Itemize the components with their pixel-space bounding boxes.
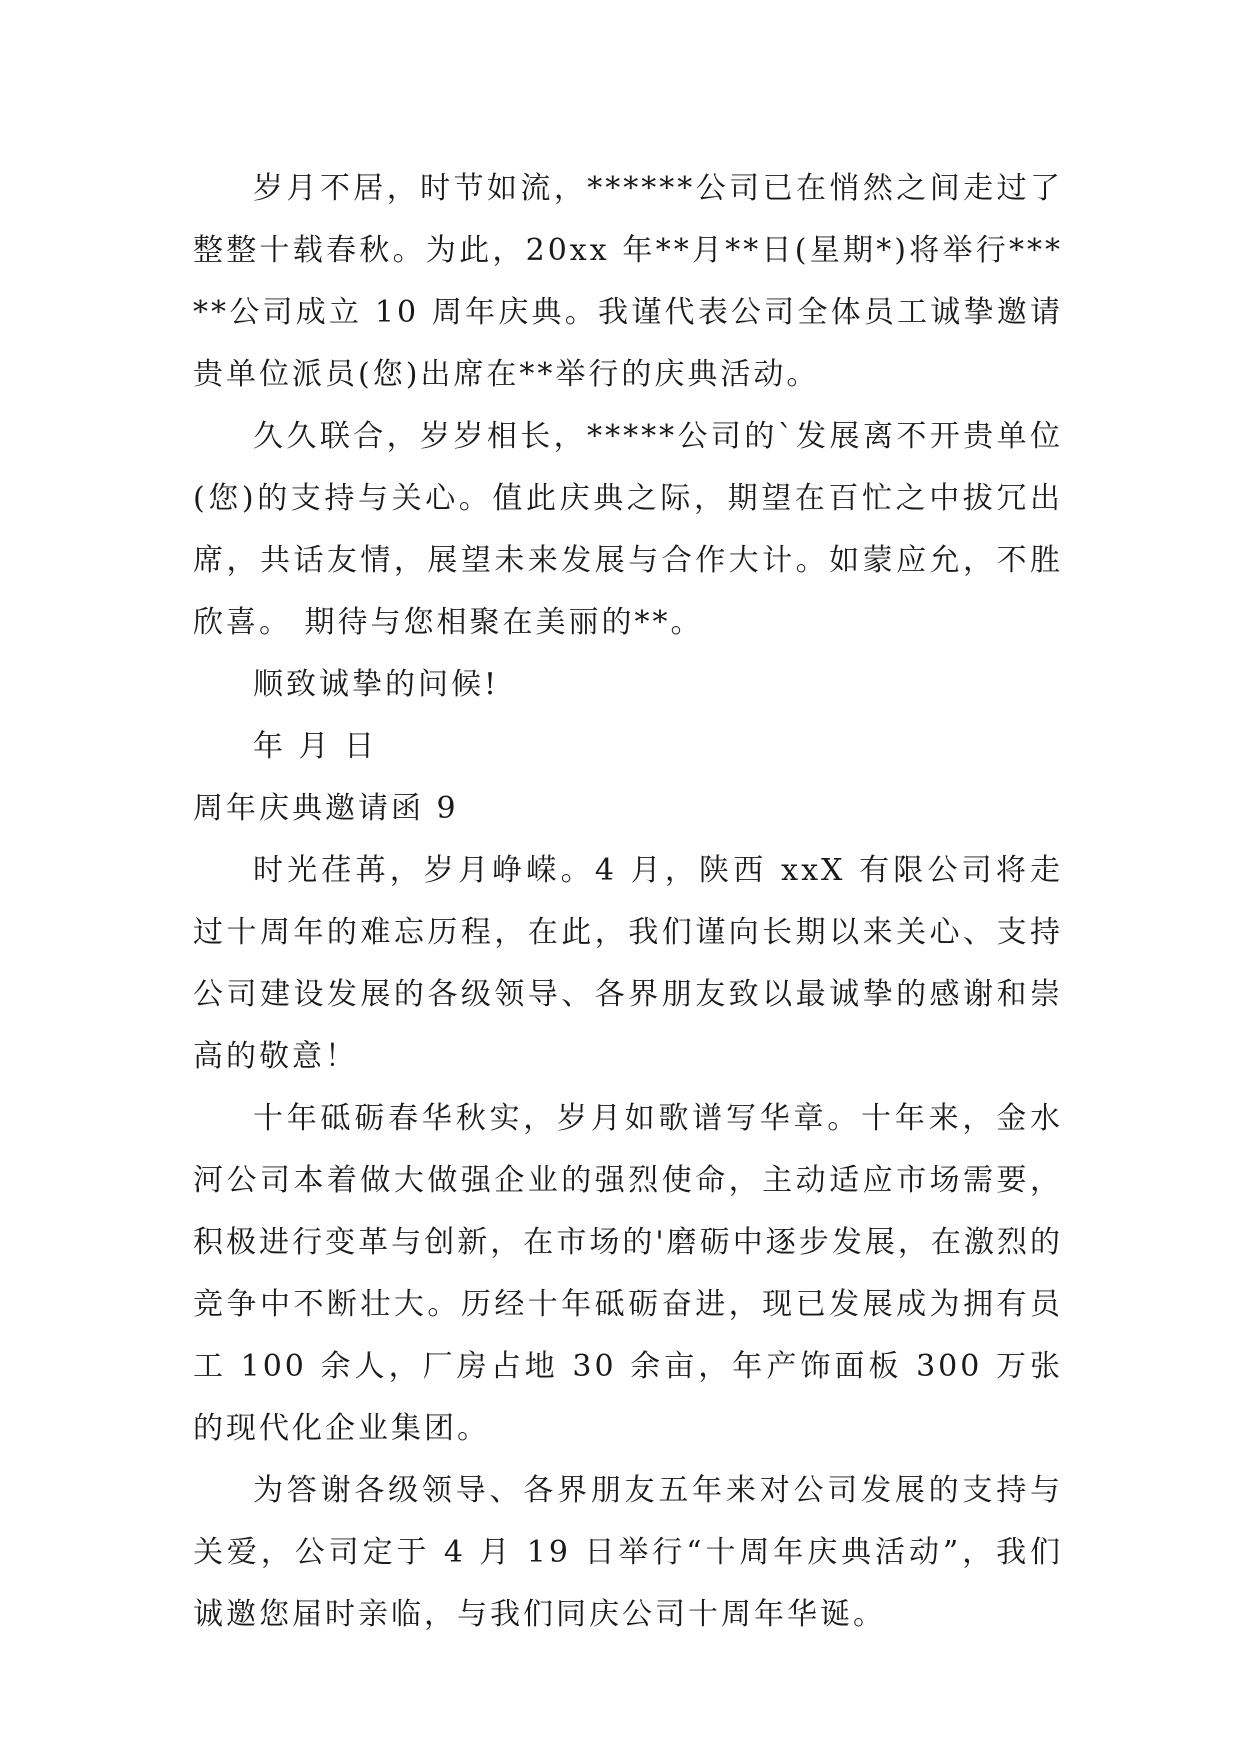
- paragraph-date: 年 月 日: [253, 729, 378, 764]
- document-body: [193, 158, 1063, 1646]
- paragraph-greeting: 顺致诚挚的问候!: [253, 667, 500, 702]
- paragraph-invitation: 为答谢各级领导、各界朋友五年来对公司发展的支持与关爱，公司定于 4 月 19 日举行“十周年庆典活动”，我们诚邀您届时亲临，与我们同庆公司十周年华诞。: [193, 1473, 1063, 1632]
- paragraph-development: 十年砥砺春华秋实，岁月如歌谱写华章。十年来，金水河公司本着做大做强企业的强烈使命，主动适应市场需要，积极进行变革与创新，在市场的'磨砺中逐步发展，在激烈的竞争中不断壮大。历经十年砥砺奋进，现已发展成为拥有员工 100 余人，厂房占地 30 余亩，年产饰面板 300 万张的现代化企业集团。: [193, 1101, 1063, 1446]
- paragraph-cooperation: 久久联合，岁岁相长，*****公司的`发展离不开贵单位(您)的支持与关心。值此庆典之际，期望在百忙之中拔冗出席，共话友情，展望未来发展与合作大计。如蒙应允，不胜欣喜。 期待与您相聚在美丽的**。: [193, 419, 1063, 640]
- paragraph-history: 时光荏苒，岁月峥嵘。4 月，陕西 xxX 有限公司将走过十周年的难忘历程，在此，我们谨向长期以来关心、支持公司建设发展的各级领导、各界朋友致以最诚挚的感谢和崇高的敬意！: [193, 853, 1063, 1074]
- section-title: 周年庆典邀请函 9: [193, 791, 459, 826]
- paragraph-intro: 岁月不居，时节如流，******公司已在悄然之间走过了整整十载春秋。为此，20xx 年**月**日(星期*)将举行*****公司成立 10 周年庆典。我谨代表公司全体员工诚挚邀请贵单位派员(您)出席在**举行的庆典活动。: [193, 171, 1063, 392]
